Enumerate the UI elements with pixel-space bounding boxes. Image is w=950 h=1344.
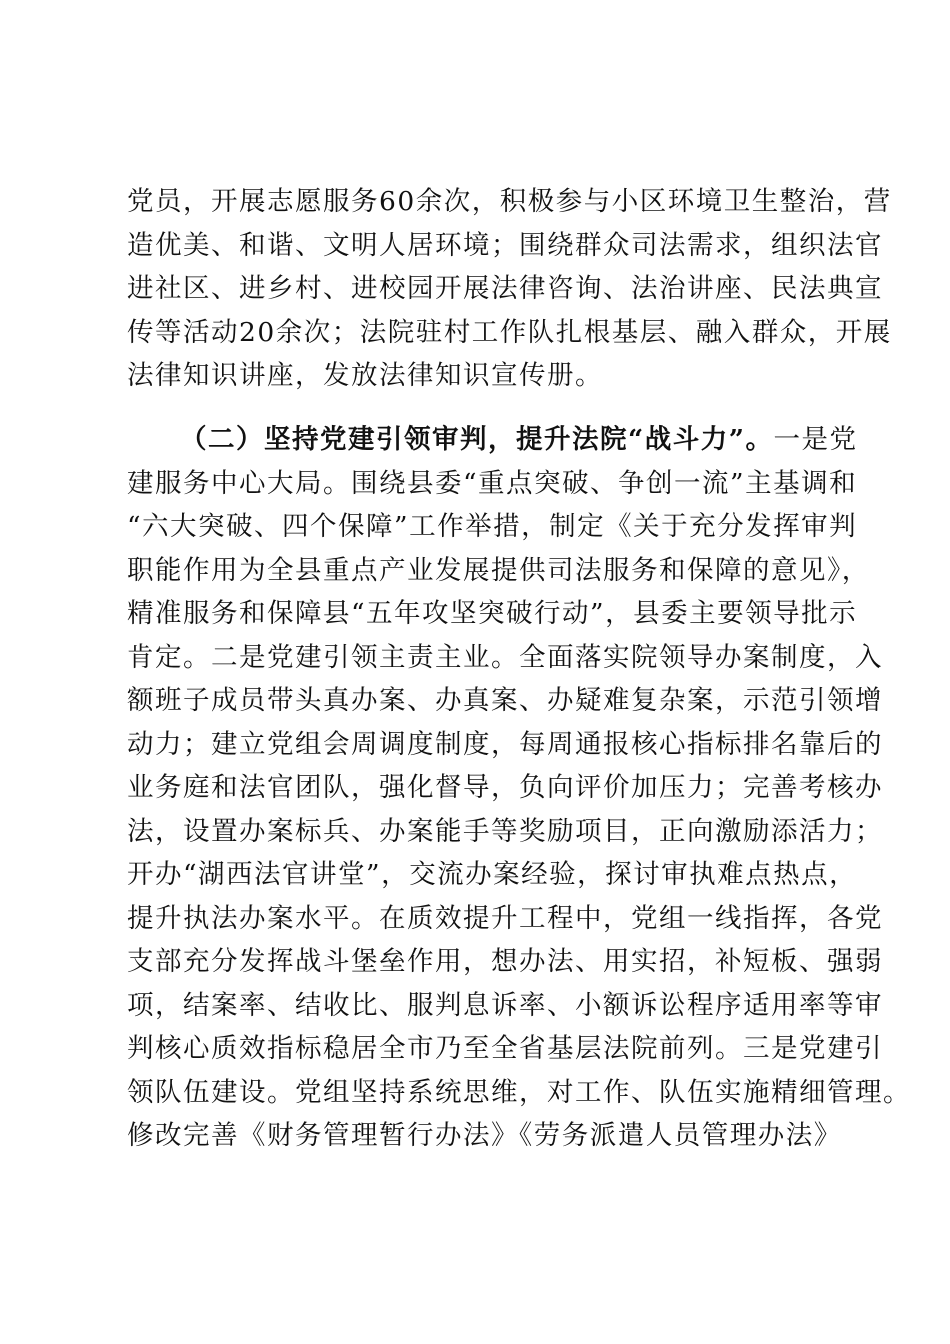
section-heading: （二）坚持党建引领审判，提升法院“战斗力”。 [180,424,774,455]
text-line: 建服务中心大局。围绕县委“重点突破、争创一流”主基调和 [127,467,858,499]
text-line: 动力；建立党组会周调度制度，每周通报核心指标排名靠后的 [127,728,883,760]
text-line: “六大突破、四个保障”工作举措，制定《关于充分发挥审判 [127,511,858,542]
text-line: 进社区、进乡村、进校园开展法律咨询、法治讲座、民法典宣 [127,273,883,304]
paragraph-1 [127,180,892,398]
text-line: 提升执法办案水平。在质效提升工程中，党组一线指挥，各党 [127,902,883,934]
text-line: 精准服务和保障县“五年攻坚突破行动”，县委主要领导批示 [127,598,858,629]
text-line: 业务庭和法官团队，强化督导，负向评价加压力；完善考核办 [127,772,883,803]
text-line: 额班子成员带头真办案、办真案、办疑难复杂案，示范引领增 [127,685,883,716]
text-line: 支部充分发挥战斗堡垒作用，想办法、用实招，补短板、强弱 [127,946,883,977]
text-line: 职能作用为全县重点产业发展提供司法服务和保障的意见》， [127,554,870,586]
text-line: 肯定。二是党建引领主责主业。全面落实院领导办案制度，入 [127,641,883,673]
text-line: 传等活动20余次；法院驻村工作队扎根基层、融入群众，开展 [127,316,892,348]
paragraph-2 [127,418,911,1158]
text-fragment: 一是党 [773,424,858,455]
text-line: 造优美、和谐、文明人居环境；围绕群众司法需求，组织法官 [127,229,883,261]
text-line: 党员，开展志愿服务60余次，积极参与小区环境卫生整治，营 [127,186,892,217]
text-line: 开办“湖西法官讲堂”，交流办案经验，探讨审执难点热点， [127,859,858,890]
text-line: 项，结案率、结收比、服判息诉率、小额诉讼程序适用率等审 [127,989,883,1021]
text-line: 判核心质效指标稳居全市乃至全省基层法院前列。三是党建引 [127,1033,883,1064]
text-line: 领队伍建设。党组坚持系统思维，对工作、队伍实施精细管理。 [127,1076,911,1108]
text-line: 法，设置办案标兵、办案能手等奖励项目，正向激励添活力； [127,815,883,847]
text-line-first [127,418,858,462]
text-line: 法律知识讲座，发放法律知识宣传册。 [127,360,603,391]
text-line: 修改完善《财务管理暂行办法》《劳务派遣人员管理办法》 [127,1120,842,1151]
